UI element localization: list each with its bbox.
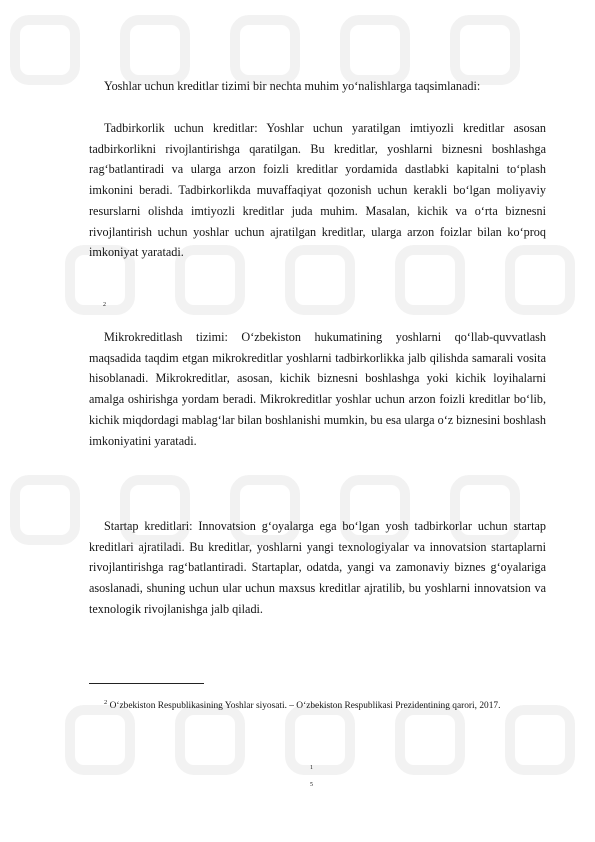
footnote-marker: 2 (103, 302, 106, 308)
intro-sentence: Yoshlar uchun kreditlar tizimi bir nechta muhim yo‘nalishlarga taqsimlanadi: (104, 79, 481, 93)
page-number-line-2: 5 (310, 782, 313, 788)
paragraph-startap: Startap kreditlari: Innovatsion g‘oyalarga ega bo‘lgan yosh tadbirkorlar uchun startap kreditlari ajratiladi. Bu kreditlar, yoshlarni yangi texnologiyalar va innovatsion startaplarni rivojlantirishga rag‘batlantiradi. Startaplar, odatda, yangi va zamonaviy biznes g‘oyalariga asoslanadi, shuning uchun ular uchun maxsus kreditlar ajratilib, bu yoshlarni innovatsion va texnologik rivojlanishga jalb qiladi. (89, 519, 546, 616)
paragraph-mikrokreditlash: Mikrokreditlash tizimi: O‘zbekiston hukumatining yoshlarni qo‘llab-quvvatlash maqsadida taqdim etgan mikrokreditlar yoshlarni tadbirkorlikka jalb qilishda samarali vosita hisoblanadi. Mikrokreditlar, asosan, kichik biznesni boshlashga yoki kichik loyihalarni amalga oshirishga yordam beradi. Mikrokreditlar yoshlar uchun arzon foizli kreditlar bo‘lib, kichik miqdordagi mablag‘lar bilan boshlanishi mumkin, bu esa ularga o‘z biznesini boshlash imkoniyatini yaratadi. (89, 330, 546, 448)
footnote (89, 694, 546, 715)
footnote-number: 2 (104, 699, 108, 706)
page-number-line-1: 1 (310, 765, 313, 771)
footnote-text: O‘zbekiston Respublikasining Yoshlar siyosati. – O‘zbekiston Respublikasi Prezidentining qarori, 2017. (109, 701, 501, 711)
footnote-divider (89, 683, 204, 684)
paragraph-tadbirkorlik: Tadbirkorlik uchun kreditlar: Yoshlar uchun yaratilgan imtiyozli kreditlar asosan tadbirkorlikni rivojlantirishga qaratilgan. Bu kreditlar, yoshlarni biznesni boshlashga rag‘batlantiradi va ularga arzon foizli kreditlar yordamida dastlabki kapitalni to‘plash imkonini beradi. Tadbirkorlikda muvaffaqiyat qozonish uchun kerakli bo‘lgan moliyaviy resurslarni olishda imtiyozli kreditlar juda muhim. Masalan, kichik va o‘rta biznesni rivojlantirish uchun yoshlar uchun ajratilgan kreditlar, ularga arzon foizlar bilan ko‘proq imkoniyat yaratadi. (89, 121, 546, 260)
